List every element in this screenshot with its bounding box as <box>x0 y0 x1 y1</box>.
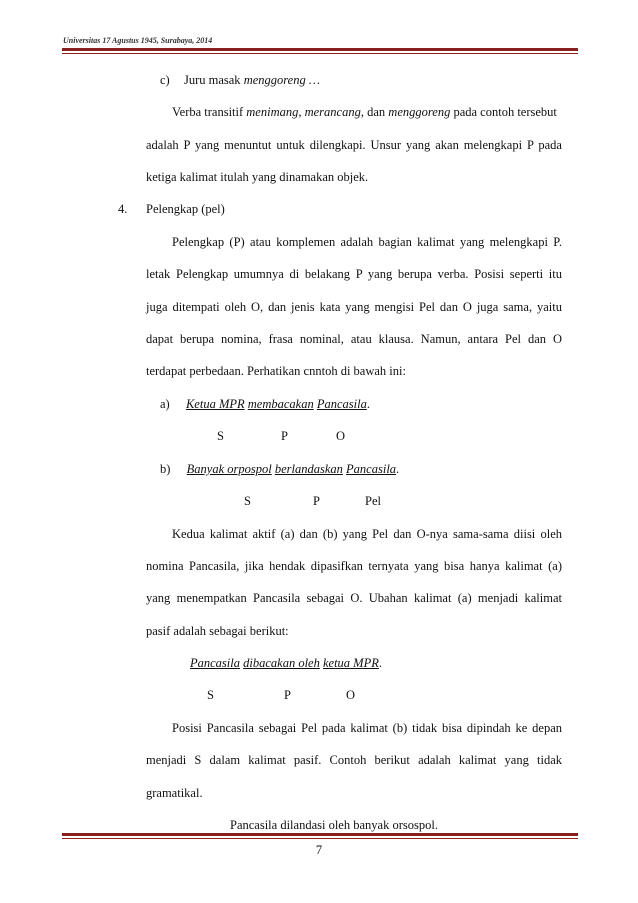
italic-text: menggoreng <box>388 105 451 119</box>
text: Verba transitif <box>172 105 247 119</box>
paragraph-line: nomina Pancasila, jika hendak dipasifkan ternyata yang bisa hanya kalimat (a) <box>146 559 562 573</box>
subject-word: Banyak orpospol <box>186 462 272 476</box>
header-rule-thin <box>62 53 578 54</box>
paragraph-line: Pelengkap (P) atau komplemen adalah bagian kalimat yang melengkapi P. <box>172 235 562 249</box>
paragraph-line: pasif adalah sebagai berikut: <box>146 624 289 638</box>
section-number: 4. <box>118 202 128 216</box>
paragraph-line: Posisi Pancasila sebagai Pel pada kalimat (b) tidak bisa dipindah ke depan <box>172 721 562 735</box>
predicate-word: berlandaskan <box>274 462 343 476</box>
list-label: c) <box>160 73 170 87</box>
text: Juru masak <box>183 73 244 87</box>
text: , dan <box>360 105 389 119</box>
text: , <box>298 105 305 119</box>
role-s: S <box>244 494 251 508</box>
section-title: Pelengkap (pel) <box>146 202 225 216</box>
subject-word: Pancasila <box>190 656 240 670</box>
list-item-c <box>160 73 320 87</box>
role-s: S <box>207 688 214 702</box>
list-label: a) <box>160 397 170 411</box>
predicate-word: dibacakan oleh <box>243 656 320 670</box>
footer-rule-thin <box>62 838 578 839</box>
page-number: 7 <box>315 843 323 857</box>
role-p: P <box>313 494 320 508</box>
paragraph-line: terdapat perbedaan. Perhatikan cnntoh di bawah ini: <box>146 364 406 378</box>
paragraph-line: juga ditempati oleh O, dan jenis kata yang mengisi Pel dan O juga sama, yaitu <box>146 300 562 314</box>
header-title: Universitas 17 Agustus 1945, Surabaya, 2014 <box>63 36 213 45</box>
role-o: O <box>346 688 356 702</box>
paragraph-line: adalah P yang menuntut untuk dilengkapi. Unsur yang akan melengkapi P pada <box>146 138 562 152</box>
role-s: S <box>217 429 224 443</box>
text: pada contoh tersebut <box>450 105 557 119</box>
example-passive <box>190 656 382 670</box>
paragraph-line: Kedua kalimat aktif (a) dan (b) yang Pel dan O-nya sama-sama diisi oleh <box>172 527 562 541</box>
text: . <box>378 656 382 670</box>
italic-text: menggoreng … <box>243 73 320 87</box>
role-pel: Pel <box>365 494 381 508</box>
paragraph-line: gramatikal. <box>146 786 203 800</box>
paragraph-line: yang menempatkan Pancasila sebagai O. Ubahan kalimat (a) menjadi kalimat <box>146 591 562 605</box>
complement-word: Pancasila <box>346 462 397 476</box>
subject-word: Ketua MPR <box>185 397 245 411</box>
example-ungrammatical: Pancasila dilandasi oleh banyak orsospol. <box>230 818 438 832</box>
text: . <box>396 462 400 476</box>
example-b <box>160 462 399 476</box>
role-o: O <box>336 429 346 443</box>
italic-text: merancang <box>304 105 361 119</box>
example-a <box>160 397 370 411</box>
header-rule-thick <box>62 48 578 51</box>
paragraph-line: dapat berupa nomina, frasa nominal, atau klausa. Namun, antara Pel dan O <box>146 332 562 346</box>
role-p: P <box>281 429 288 443</box>
paragraph-line: menjadi S dalam kalimat pasif. Contoh berikut adalah kalimat yang tidak <box>146 753 562 767</box>
object-word: ketua MPR <box>322 656 379 670</box>
predicate-word: membacakan <box>247 397 314 411</box>
footer-rule-thick <box>62 833 578 836</box>
paragraph-line: letak Pelengkap umumnya di belakang P yang berupa verba. Posisi seperti itu <box>146 267 562 281</box>
paragraph-line: ketiga kalimat itulah yang dinamakan objek. <box>146 170 369 184</box>
object-word: Pancasila <box>316 397 367 411</box>
paragraph-line <box>172 105 557 119</box>
list-label: b) <box>160 462 171 476</box>
text: . <box>366 397 370 411</box>
role-p: P <box>284 688 291 702</box>
italic-text: menimang <box>246 105 299 119</box>
